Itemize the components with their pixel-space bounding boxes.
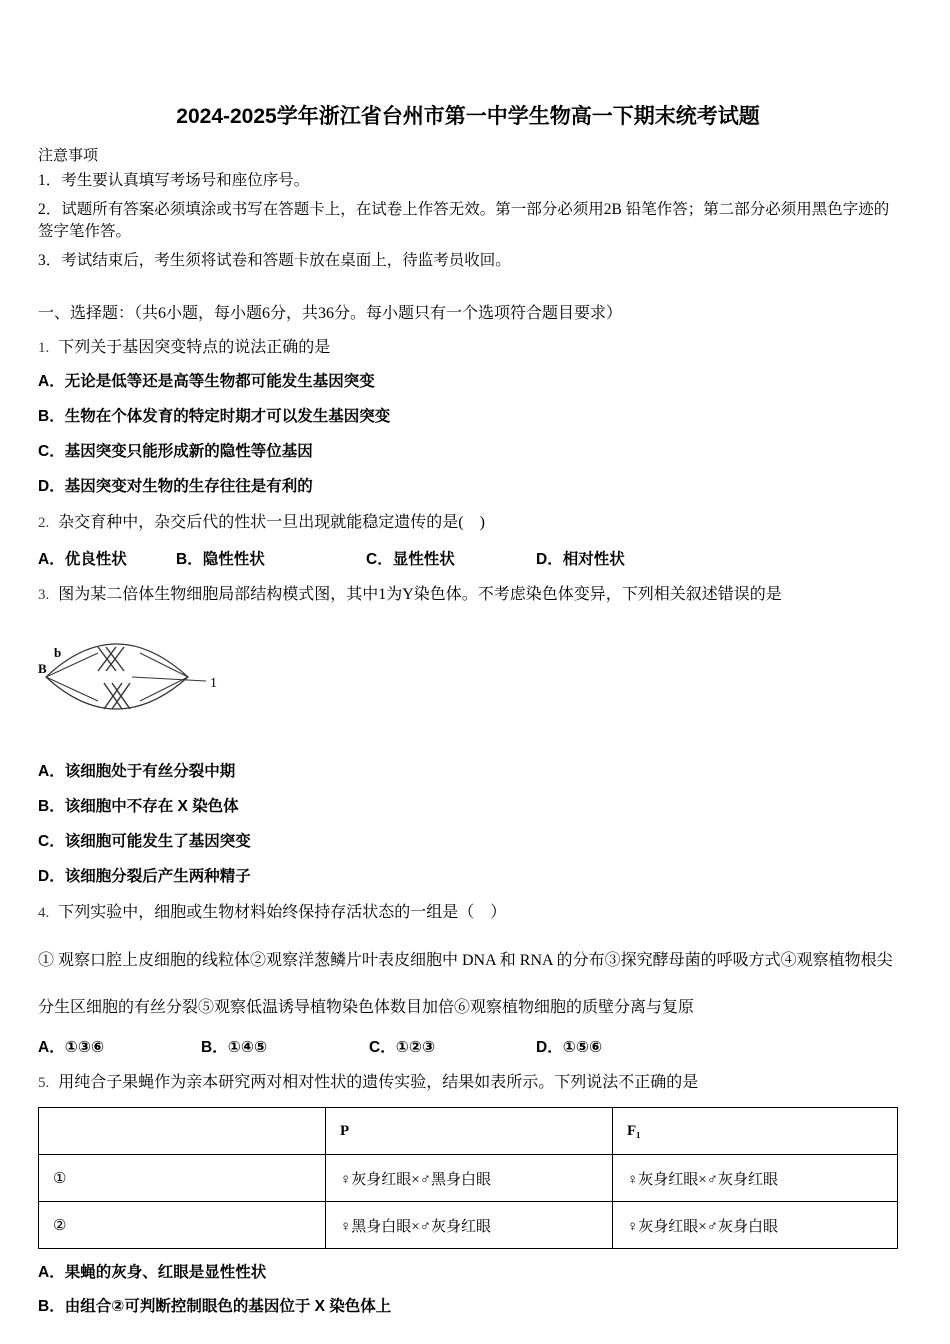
section-header: 一、选择题：（共6小题，每小题6分，共36分。每小题只有一个选项符合题目要求） [38, 305, 623, 322]
question-5 [38, 1072, 898, 1317]
option-b: B．①④⑤ [201, 1039, 268, 1056]
page-title: 2024-2025学年浙江省台州市第一中学生物高一下期末统考试题 [176, 105, 760, 128]
option-b: B．隐性性状 [176, 551, 265, 568]
cell-outline [46, 644, 188, 709]
option-d: D．该细胞分裂后产生两种精子 [38, 868, 251, 885]
notice-item-1: 1．考生要认真填写考场号和座位序号。 [38, 172, 310, 189]
pointer-line [132, 677, 206, 681]
question-1-stem-line [38, 337, 898, 359]
option-c: C．该细胞可能发生了基因突变 [38, 833, 251, 850]
question-4-options [38, 1035, 898, 1057]
question-2-options [38, 547, 898, 569]
allele-B-label: B [38, 661, 47, 676]
cell-diagram [38, 619, 268, 734]
question-4-stem-line [38, 902, 898, 924]
option-c: C．①②③ [369, 1039, 436, 1056]
notice-item-3: 3．考试结束后，考生须将试卷和答题卡放在桌面上，待监考员收回。 [38, 252, 511, 269]
option-a: A．该细胞处于有丝分裂中期 [38, 763, 236, 780]
notice-item-2: 2．试题所有答案必须填涂或书写在答题卡上，在试卷上作答无效。第一部分必须用2B 铅笔作答；第二部分必须用黑色字迹的签字笔作答。 [38, 201, 890, 240]
chromosome-pair-top [98, 647, 124, 671]
option-a: A．①③⑥ [38, 1039, 105, 1056]
question-3-stem-line [38, 584, 898, 606]
option-a: A．果蝇的灰身、红眼是显性性状 [38, 1264, 267, 1281]
f1-result-cell: ♀灰身红眼×♂灰身红眼 [613, 1155, 898, 1202]
question-number: 2. [38, 515, 50, 531]
question-1 [38, 337, 898, 497]
question-number: 3. [38, 587, 50, 603]
chromosome-1-label: 1 [210, 676, 217, 691]
notice-block [38, 144, 898, 272]
option-c: C．基因突变只能形成新的隐性等位基因 [38, 443, 313, 460]
question-3 [38, 584, 898, 887]
f1-result-cell: ♀灰身红眼×♂灰身白眼 [613, 1202, 898, 1249]
notice-header: 注意事项 [38, 148, 99, 164]
question-4 [38, 902, 898, 1057]
table-row [39, 1155, 898, 1202]
p-cross-cell: ♀黑身白眼×♂灰身红眼 [326, 1202, 613, 1249]
question-stem: 下列关于基因突变特点的说法正确的是 [58, 339, 331, 356]
row-label: ② [39, 1202, 326, 1249]
option-b: B．由组合②可判断控制眼色的基因位于 X 染色体上 [38, 1298, 392, 1315]
option-b: B．该细胞中不存在 X 染色体 [38, 798, 239, 815]
table-header-f1: F₁ [613, 1108, 898, 1155]
table-header-p: P [326, 1108, 613, 1155]
option-a: A．优良性状 [38, 551, 127, 568]
chromosome-pair-bottom [104, 683, 130, 709]
row-label: ① [39, 1155, 326, 1202]
question-number: 1. [38, 340, 50, 356]
option-b: B．生物在个体发育的特定时期才可以发生基因突变 [38, 408, 391, 425]
allele-b-label: b [54, 645, 62, 660]
option-a: A．无论是低等还是高等生物都可能发生基因突变 [38, 373, 375, 390]
q5-table [38, 1107, 898, 1249]
question-number: 5. [38, 1075, 50, 1091]
table-row [39, 1202, 898, 1249]
question-2 [38, 512, 898, 569]
question-5-stem-line [38, 1072, 898, 1094]
question-stem: 下列实验中，细胞或生物材料始终保持存活状态的一组是（ ） [58, 904, 507, 921]
option-d: D．相对性状 [536, 551, 625, 568]
question-2-stem-line [38, 512, 898, 534]
question-4-body: ① 观察口腔上皮细胞的线粒体②观察洋葱鳞片叶表皮细胞中 DNA 和 RNA 的分布③探究酵母菌的呼吸方式④观察植物根尖分生区细胞的有丝分裂⑤观察低温诱导植物染色体数目加倍⑥观察植物细胞的质壁分离与复原 [38, 952, 893, 1016]
question-stem: 杂交育种中，杂交后代的性状一旦出现就能稳定遗传的是( ) [58, 514, 485, 531]
question-number: 4. [38, 905, 50, 921]
option-d: D．基因突变对生物的生存往往是有利的 [38, 478, 313, 495]
table-header-row [39, 1108, 898, 1155]
option-c: C．显性性状 [366, 551, 455, 568]
option-d: D．①⑤⑥ [536, 1039, 603, 1056]
question-stem: 用纯合子果蝇作为亲本研究两对相对性状的遗传实验，结果如表所示。下列说法不正确的是 [58, 1074, 699, 1091]
p-cross-cell: ♀灰身红眼×♂黑身白眼 [326, 1155, 613, 1202]
cell-diagram-figure [38, 619, 898, 734]
question-stem: 图为某二倍体生物细胞局部结构模式图，其中1为Y染色体。不考虑染色体变异，下列相关叙述错误的是 [58, 586, 782, 603]
table-header-blank [39, 1108, 326, 1155]
